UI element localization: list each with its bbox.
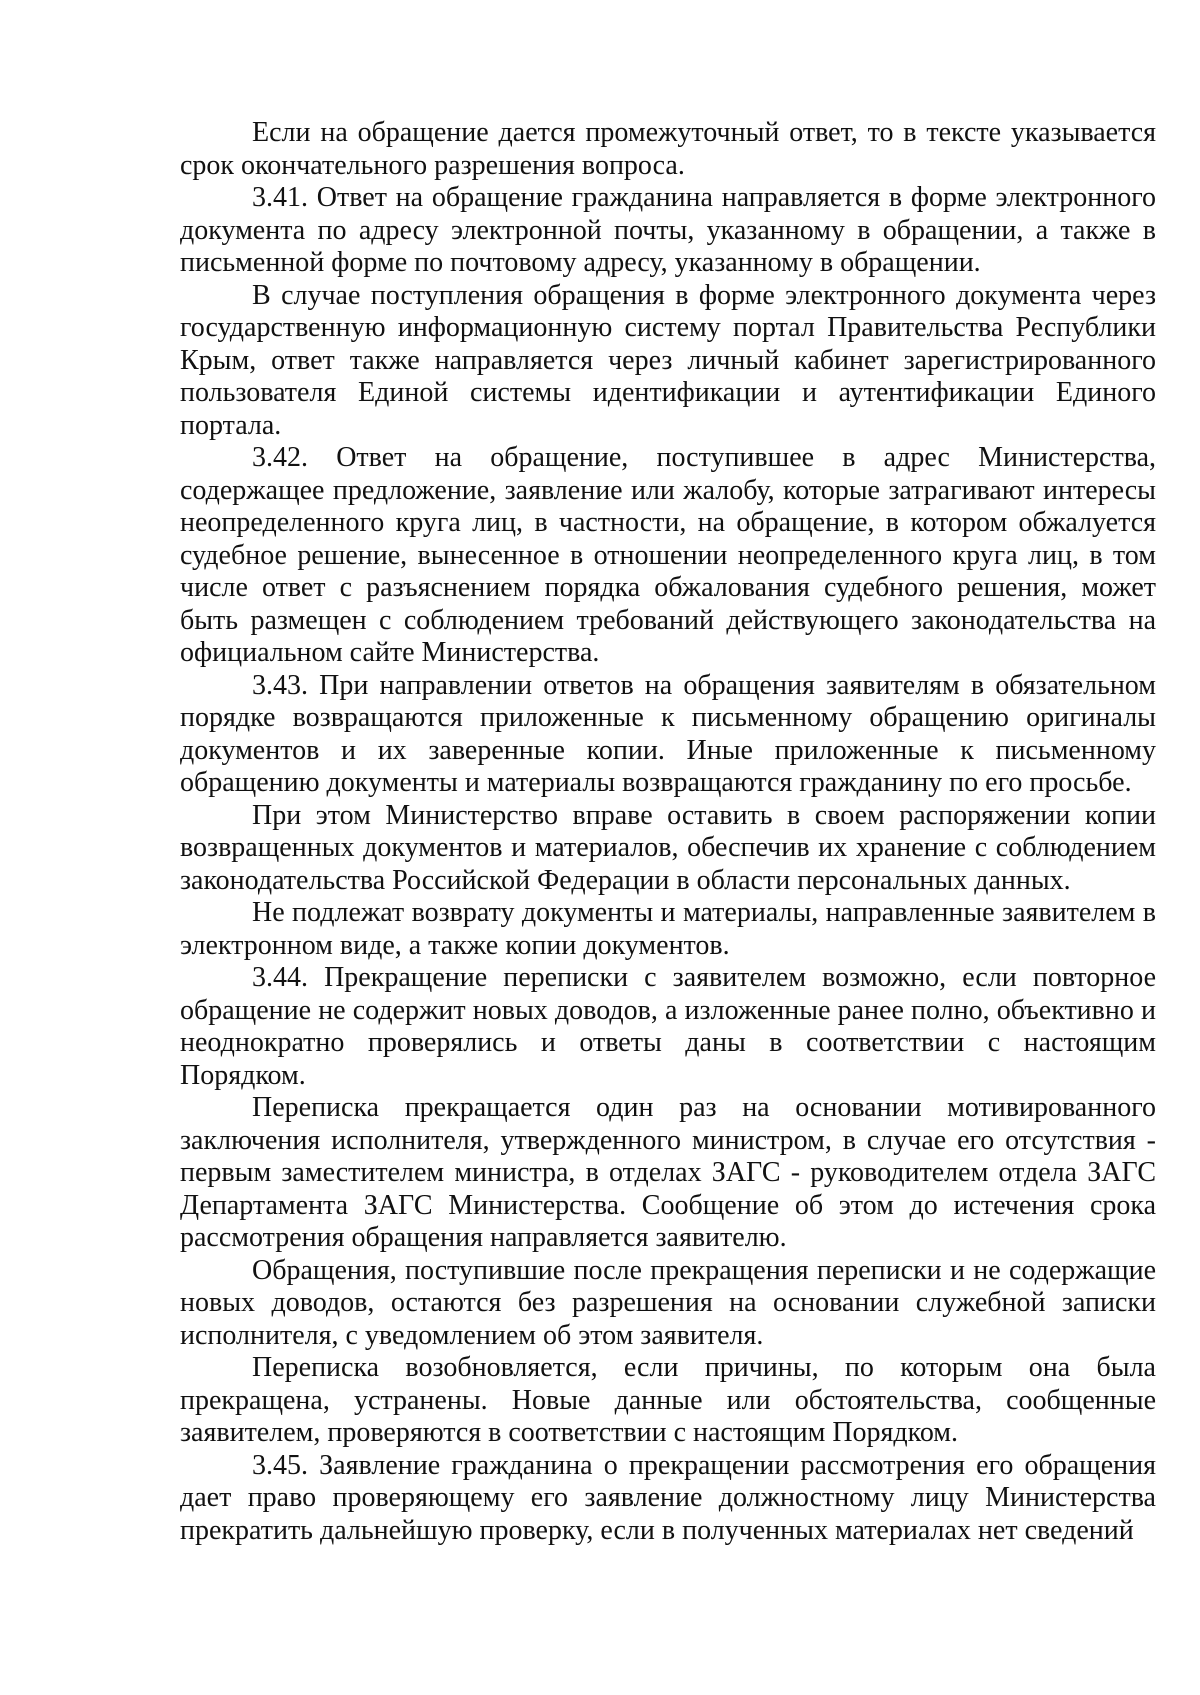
paragraph-3-43: 3.43. При направлении ответов на обращения заявителям в обязательном порядке возвращаются приложенные к письменному обращению оригиналы документов и их заверенные копии. Иные приложенные к письменному обращению документы и материалы возвращаются гражданину по его просьбе.: [180, 669, 1156, 798]
paragraph-termination: Переписка прекращается один раз на основании мотивированного заключения исполнителя, утвержденного министром, в случае его отсутствия - первым заместителем министра, в отделах ЗАГС - руководителем отдела ЗАГС Департамента ЗАГС Министерства. Сообщение об этом до истечения срока рассмотрения обращения направляется заявителю.: [180, 1092, 1156, 1253]
paragraph-no-return: Не подлежат возврату документы и материалы, направленные заявителем в электронном виде, а также копии документов.: [180, 897, 1156, 961]
paragraph-3-44: 3.44. Прекращение переписки с заявителем возможно, если повторное обращение не содержит новых доводов, а изложенные ранее полно, объективно и неоднократно проверялись и ответы даны в соответствии с настоящим Порядком.: [180, 962, 1156, 1091]
document-body: [180, 117, 1156, 1547]
paragraph-resumption: Переписка возобновляется, если причины, по которым она была прекращена, устранены. Новые данные или обстоятельства, сообщенные заявителем, проверяются в соответствии с настоящим Порядком.: [180, 1352, 1156, 1448]
paragraph-electronic-portal: В случае поступления обращения в форме электронного документа через государственную информационную систему портал Правительства Республики Крым, ответ также направляется через личный кабинет зарегистрированного пользователя Единой системы идентификации и аутентификации Единого портала.: [180, 279, 1156, 441]
paragraph-3-45: 3.45. Заявление гражданина о прекращении рассмотрения его обращения дает право проверяющему его заявление должностному лицу Министерства прекратить дальнейшую проверку, если в полученных материалах нет сведений: [180, 1449, 1156, 1546]
paragraph-interim-answer: Если на обращение дается промежуточный ответ, то в тексте указывается срок окончательного разрешения вопроса.: [180, 117, 1156, 181]
paragraph-unresolved-appeals: Обращения, поступившие после прекращения переписки и не содержащие новых доводов, остаются без разрешения на основании служебной записки исполнителя, с уведомлением об этом заявителя.: [180, 1254, 1156, 1351]
paragraph-3-42: 3.42. Ответ на обращение, поступившее в адрес Министерства, содержащее предложение, заявление или жалобу, которые затрагивают интересы неопределенного круга лиц, в частности, на обращение, в котором обжалуется судебное решение, вынесенное в отношении неопределенного круга лиц, в том числе ответ с разъяснением порядка обжалования судебного решения, может быть размещен с соблюдением требований действующего законодательства на официальном сайте Министерства.: [180, 442, 1156, 668]
paragraph-3-41: 3.41. Ответ на обращение гражданина направляется в форме электронного документа по адресу электронной почты, указанному в обращении, а также в письменной форме по почтовому адресу, указанному в обращении.: [180, 182, 1156, 278]
paragraph-copies-retention: При этом Министерство вправе оставить в своем распоряжении копии возвращенных документов и материалов, обеспечив их хранение с соблюдением законодательства Российской Федерации в области персональных данных.: [180, 799, 1156, 896]
